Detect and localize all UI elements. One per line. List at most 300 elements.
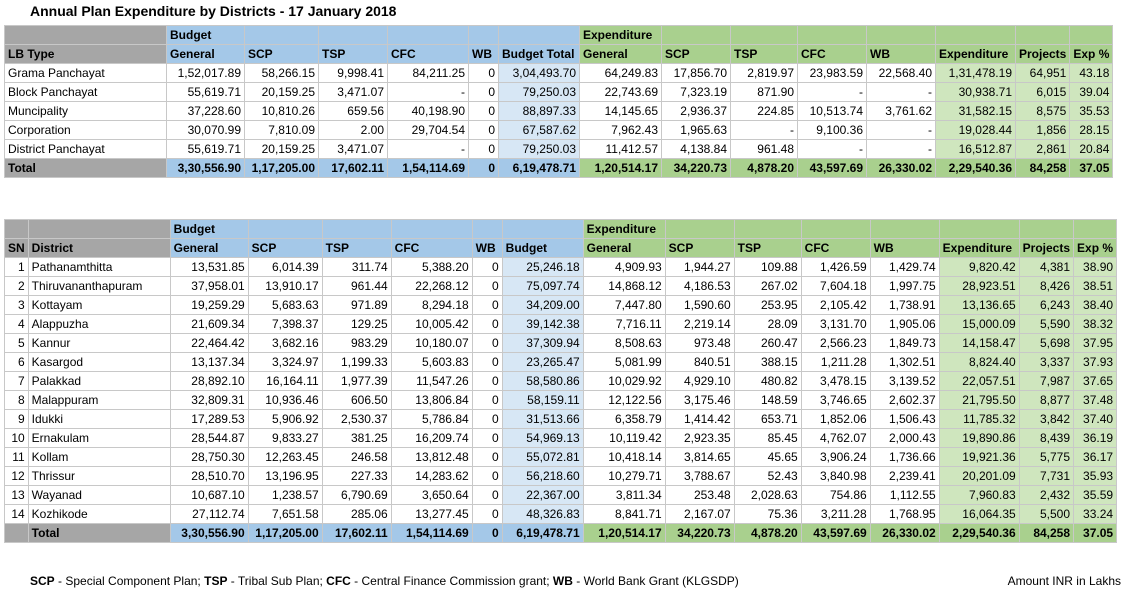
cfc-text: - Central Finance Commission grant; bbox=[350, 574, 553, 588]
column-header: SCP bbox=[245, 45, 319, 64]
table-cell: 20.84 bbox=[1070, 140, 1113, 159]
table-cell: 1,997.75 bbox=[870, 277, 939, 296]
table-cell: Muncipality bbox=[5, 102, 167, 121]
section-header-row bbox=[5, 26, 1113, 45]
table-cell: 1,849.73 bbox=[870, 334, 939, 353]
table-cell: 20,159.25 bbox=[245, 140, 319, 159]
table-cell: 3,131.70 bbox=[801, 315, 870, 334]
total-cell: 2,29,540.36 bbox=[939, 524, 1019, 543]
total-cell: 43,597.69 bbox=[801, 524, 870, 543]
table-cell: 3,471.07 bbox=[319, 140, 388, 159]
table-cell: 7,960.83 bbox=[939, 486, 1019, 505]
table-cell: 30,938.71 bbox=[936, 83, 1016, 102]
total-cell: 3,30,556.90 bbox=[170, 524, 248, 543]
table-cell: 10,029.92 bbox=[583, 372, 665, 391]
header-blank-cell bbox=[391, 220, 472, 239]
table-cell: 17,289.53 bbox=[170, 410, 248, 429]
table-cell: 3,175.46 bbox=[665, 391, 734, 410]
table-cell: Kasargod bbox=[28, 353, 170, 372]
table-cell: Pathanamthitta bbox=[28, 258, 170, 277]
table-cell: 5,500 bbox=[1019, 505, 1073, 524]
header-blank-cell bbox=[867, 26, 936, 45]
table-cell: 1,768.95 bbox=[870, 505, 939, 524]
column-header: Exp % bbox=[1070, 45, 1113, 64]
column-header: SCP bbox=[662, 45, 731, 64]
table-cell: 31,582.15 bbox=[936, 102, 1016, 121]
table-cell: 0 bbox=[472, 467, 502, 486]
table-cell: Thiruvananthapuram bbox=[28, 277, 170, 296]
column-header: TSP bbox=[322, 239, 391, 258]
table-cell: 5,775 bbox=[1019, 448, 1073, 467]
table-cell: Palakkad bbox=[28, 372, 170, 391]
table-cell: 961.48 bbox=[731, 140, 798, 159]
table-cell: 10,513.74 bbox=[798, 102, 867, 121]
table-cell: 5,603.83 bbox=[391, 353, 472, 372]
table-cell: Malappuram bbox=[28, 391, 170, 410]
table-cell: 37.93 bbox=[1074, 353, 1117, 372]
table-cell: 25,246.18 bbox=[502, 258, 583, 277]
table-cell: Alappuzha bbox=[28, 315, 170, 334]
table-cell: 39.04 bbox=[1070, 83, 1113, 102]
table-row bbox=[5, 277, 1117, 296]
header-blank-cell bbox=[322, 220, 391, 239]
table-cell: 2,819.97 bbox=[731, 64, 798, 83]
table-cell: 9,833.27 bbox=[248, 429, 322, 448]
table-cell: 88,897.33 bbox=[499, 102, 580, 121]
total-row bbox=[5, 524, 1117, 543]
total-cell: 1,20,514.17 bbox=[580, 159, 662, 178]
table-cell: 971.89 bbox=[322, 296, 391, 315]
table-cell: 37.48 bbox=[1074, 391, 1117, 410]
table-cell: 3,746.65 bbox=[801, 391, 870, 410]
table-cell: 19,028.44 bbox=[936, 121, 1016, 140]
table-cell: District Panchayat bbox=[5, 140, 167, 159]
table-cell: 2,219.14 bbox=[665, 315, 734, 334]
table-cell: 32,809.31 bbox=[170, 391, 248, 410]
header-blank-cell bbox=[1019, 220, 1073, 239]
table-cell: 13,812.48 bbox=[391, 448, 472, 467]
table-cell: 29,704.54 bbox=[388, 121, 469, 140]
column-header: Budget Total bbox=[499, 45, 580, 64]
table-cell: 7,323.19 bbox=[662, 83, 731, 102]
table-cell: 7,398.37 bbox=[248, 315, 322, 334]
table-cell: 28,892.10 bbox=[170, 372, 248, 391]
table-cell: 22,568.40 bbox=[867, 64, 936, 83]
total-cell: 0 bbox=[472, 524, 502, 543]
lb-type-table bbox=[4, 25, 1113, 178]
table-cell: 0 bbox=[472, 353, 502, 372]
table-cell: 85.45 bbox=[734, 429, 801, 448]
header-blank-cell bbox=[472, 220, 502, 239]
expenditure-section-label: Expenditure bbox=[583, 220, 665, 239]
column-header: General bbox=[583, 239, 665, 258]
table-cell: 14,145.65 bbox=[580, 102, 662, 121]
table-cell: 1,112.55 bbox=[870, 486, 939, 505]
table-cell: Idukki bbox=[28, 410, 170, 429]
header-blank-cell bbox=[1074, 220, 1117, 239]
total-cell: 34,220.73 bbox=[665, 524, 734, 543]
wb-text: - World Bank Grant (KLGSDP) bbox=[572, 574, 739, 588]
header-blank-cell bbox=[502, 220, 583, 239]
table-cell: 148.59 bbox=[734, 391, 801, 410]
table-cell: 28.09 bbox=[734, 315, 801, 334]
table-cell: 5,906.92 bbox=[248, 410, 322, 429]
column-header: SCP bbox=[665, 239, 734, 258]
table-cell: 64,951 bbox=[1016, 64, 1070, 83]
total-cell: 6,19,478.71 bbox=[499, 159, 580, 178]
table-cell: 1,852.06 bbox=[801, 410, 870, 429]
table-row bbox=[5, 140, 1113, 159]
table-cell: 55,072.81 bbox=[502, 448, 583, 467]
table-cell: 6,358.79 bbox=[583, 410, 665, 429]
table-cell: 2,028.63 bbox=[734, 486, 801, 505]
table-cell: 10 bbox=[5, 429, 29, 448]
table-cell: 28,544.87 bbox=[170, 429, 248, 448]
table-row bbox=[5, 83, 1113, 102]
table-cell: 2,923.35 bbox=[665, 429, 734, 448]
table-cell: 606.50 bbox=[322, 391, 391, 410]
table-cell: Corporation bbox=[5, 121, 167, 140]
table-cell: 871.90 bbox=[731, 83, 798, 102]
table-cell: 23,265.47 bbox=[502, 353, 583, 372]
table-cell: 22,268.12 bbox=[391, 277, 472, 296]
table-cell: 8,426 bbox=[1019, 277, 1073, 296]
table-cell: 973.48 bbox=[665, 334, 734, 353]
column-header: LB Type bbox=[5, 45, 167, 64]
header-blank-cell bbox=[1016, 26, 1070, 45]
table-cell: 0 bbox=[472, 391, 502, 410]
table-row bbox=[5, 391, 1117, 410]
table-cell: 28.15 bbox=[1070, 121, 1113, 140]
table-cell: 64,249.83 bbox=[580, 64, 662, 83]
tsp-text: - Tribal Sub Plan; bbox=[227, 574, 327, 588]
table-cell: 36.17 bbox=[1074, 448, 1117, 467]
table-cell: Kottayam bbox=[28, 296, 170, 315]
table-cell: 4 bbox=[5, 315, 29, 334]
table-cell: 2,432 bbox=[1019, 486, 1073, 505]
table-cell: 3,04,493.70 bbox=[499, 64, 580, 83]
table-cell: 23,983.59 bbox=[798, 64, 867, 83]
header-blank-cell bbox=[665, 220, 734, 239]
table-cell: 1,302.51 bbox=[870, 353, 939, 372]
column-header: WB bbox=[870, 239, 939, 258]
report-title: Annual Plan Expenditure by Districts - 17 January 2018 bbox=[30, 3, 397, 19]
table-cell: 36.19 bbox=[1074, 429, 1117, 448]
total-cell: 1,17,205.00 bbox=[248, 524, 322, 543]
table-row bbox=[5, 102, 1113, 121]
table-cell: 13 bbox=[5, 486, 29, 505]
table-cell: 13,196.95 bbox=[248, 467, 322, 486]
table-row bbox=[5, 121, 1113, 140]
table-cell: 38.90 bbox=[1074, 258, 1117, 277]
table-cell: 75.36 bbox=[734, 505, 801, 524]
table-cell: 37,228.60 bbox=[167, 102, 245, 121]
table-row bbox=[5, 486, 1117, 505]
tsp-abbr: TSP bbox=[204, 574, 228, 588]
table-cell: 1,429.74 bbox=[870, 258, 939, 277]
table-cell: 13,277.45 bbox=[391, 505, 472, 524]
table-cell: 253.95 bbox=[734, 296, 801, 315]
header-blank-cell bbox=[734, 220, 801, 239]
table-cell: 1 bbox=[5, 258, 29, 277]
table-cell: 2,530.37 bbox=[322, 410, 391, 429]
table-cell: 13,806.84 bbox=[391, 391, 472, 410]
table-cell: 35.93 bbox=[1074, 467, 1117, 486]
total-cell: 6,19,478.71 bbox=[502, 524, 583, 543]
table-cell: 6,790.69 bbox=[322, 486, 391, 505]
header-blank-cell bbox=[5, 220, 29, 239]
table-cell: 12,122.56 bbox=[583, 391, 665, 410]
scp-text: - Special Component Plan; bbox=[54, 574, 205, 588]
header-blank-cell bbox=[1070, 26, 1113, 45]
table-cell: 10,687.10 bbox=[170, 486, 248, 505]
table-cell: 0 bbox=[472, 277, 502, 296]
table-row bbox=[5, 353, 1117, 372]
table-cell: 3,842 bbox=[1019, 410, 1073, 429]
table-cell: 5 bbox=[5, 334, 29, 353]
table-cell: 11,785.32 bbox=[939, 410, 1019, 429]
table-cell: 227.33 bbox=[322, 467, 391, 486]
table-cell: - bbox=[798, 83, 867, 102]
table-cell: 40,198.90 bbox=[388, 102, 469, 121]
table-cell: 11,412.57 bbox=[580, 140, 662, 159]
table-cell: - bbox=[867, 83, 936, 102]
total-cell: 84,258 bbox=[1016, 159, 1070, 178]
total-cell: 84,258 bbox=[1019, 524, 1073, 543]
table-cell: 3,788.67 bbox=[665, 467, 734, 486]
table-cell: 0 bbox=[472, 334, 502, 353]
table-cell: 55,619.71 bbox=[167, 83, 245, 102]
total-cell: 1,54,114.69 bbox=[391, 524, 472, 543]
table-cell: 2,566.23 bbox=[801, 334, 870, 353]
table-cell: 8,877 bbox=[1019, 391, 1073, 410]
table-row bbox=[5, 505, 1117, 524]
table-cell: 38.40 bbox=[1074, 296, 1117, 315]
scp-abbr: SCP bbox=[30, 574, 55, 588]
table-cell: 3,682.16 bbox=[248, 334, 322, 353]
table-cell: 388.15 bbox=[734, 353, 801, 372]
total-cell: 34,220.73 bbox=[662, 159, 731, 178]
table-cell: 52.43 bbox=[734, 467, 801, 486]
table-cell: 10,180.07 bbox=[391, 334, 472, 353]
table-cell: 0 bbox=[469, 121, 499, 140]
table-cell: 754.86 bbox=[801, 486, 870, 505]
table-cell: 7,651.58 bbox=[248, 505, 322, 524]
table-cell: 8,294.18 bbox=[391, 296, 472, 315]
table-cell: Block Panchayat bbox=[5, 83, 167, 102]
table-cell: 56,218.60 bbox=[502, 467, 583, 486]
table-cell: 55,619.71 bbox=[167, 140, 245, 159]
header-blank-cell bbox=[499, 26, 580, 45]
table-cell: 2,239.41 bbox=[870, 467, 939, 486]
total-cell: 17,602.11 bbox=[322, 524, 391, 543]
total-cell: 2,29,540.36 bbox=[936, 159, 1016, 178]
table-cell: 5,786.84 bbox=[391, 410, 472, 429]
table-cell: 0 bbox=[472, 258, 502, 277]
table-cell: 253.48 bbox=[665, 486, 734, 505]
total-cell: 26,330.02 bbox=[870, 524, 939, 543]
table-cell: 38.32 bbox=[1074, 315, 1117, 334]
table-cell: 6,014.39 bbox=[248, 258, 322, 277]
table-cell: 22,367.00 bbox=[502, 486, 583, 505]
total-cell: 1,54,114.69 bbox=[388, 159, 469, 178]
table-cell: Kollam bbox=[28, 448, 170, 467]
table-cell: 3,139.52 bbox=[870, 372, 939, 391]
table-cell: 21,609.34 bbox=[170, 315, 248, 334]
table-cell: 1,31,478.19 bbox=[936, 64, 1016, 83]
table-cell: 653.71 bbox=[734, 410, 801, 429]
table-cell: 1,211.28 bbox=[801, 353, 870, 372]
district-table bbox=[4, 219, 1117, 543]
column-header: General bbox=[167, 45, 245, 64]
table-cell: 14,868.12 bbox=[583, 277, 665, 296]
total-row bbox=[5, 159, 1113, 178]
table-cell: 27,112.74 bbox=[170, 505, 248, 524]
table-cell: 1,738.91 bbox=[870, 296, 939, 315]
table-row bbox=[5, 467, 1117, 486]
table-cell: 16,064.35 bbox=[939, 505, 1019, 524]
column-header: TSP bbox=[734, 239, 801, 258]
column-header: TSP bbox=[319, 45, 388, 64]
table-row bbox=[5, 448, 1117, 467]
table-cell: 16,512.87 bbox=[936, 140, 1016, 159]
table-cell: 14,158.47 bbox=[939, 334, 1019, 353]
header-blank-cell bbox=[5, 26, 167, 45]
total-cell: 1,20,514.17 bbox=[583, 524, 665, 543]
table-cell: 1,590.60 bbox=[665, 296, 734, 315]
table-cell: 39,142.38 bbox=[502, 315, 583, 334]
table-cell: 3,650.64 bbox=[391, 486, 472, 505]
table-cell: 21,795.50 bbox=[939, 391, 1019, 410]
column-header: TSP bbox=[731, 45, 798, 64]
table-cell: 31,513.66 bbox=[502, 410, 583, 429]
table-cell: 3,840.98 bbox=[801, 467, 870, 486]
table-cell: 75,097.74 bbox=[502, 277, 583, 296]
table-cell: 0 bbox=[472, 505, 502, 524]
total-cell: 17,602.11 bbox=[319, 159, 388, 178]
table-cell: - bbox=[731, 121, 798, 140]
total-cell: 0 bbox=[469, 159, 499, 178]
table-cell: 38.51 bbox=[1074, 277, 1117, 296]
table-cell: 37.95 bbox=[1074, 334, 1117, 353]
table-cell: 246.58 bbox=[322, 448, 391, 467]
column-header: Expenditure bbox=[936, 45, 1016, 64]
table-cell: 4,929.10 bbox=[665, 372, 734, 391]
column-header: Expenditure bbox=[939, 239, 1019, 258]
column-header: CFC bbox=[388, 45, 469, 64]
table-cell: Kannur bbox=[28, 334, 170, 353]
column-header: Exp % bbox=[1074, 239, 1117, 258]
table-cell: 43.18 bbox=[1070, 64, 1113, 83]
table-cell: 0 bbox=[469, 102, 499, 121]
table-cell: 3,337 bbox=[1019, 353, 1073, 372]
table-cell: 58,159.11 bbox=[502, 391, 583, 410]
table-cell: 9,820.42 bbox=[939, 258, 1019, 277]
column-header: SCP bbox=[248, 239, 322, 258]
table-cell: 260.47 bbox=[734, 334, 801, 353]
table-cell: 13,136.65 bbox=[939, 296, 1019, 315]
table-cell: 9,998.41 bbox=[319, 64, 388, 83]
budget-section-label: Budget bbox=[170, 220, 248, 239]
table-cell: 983.29 bbox=[322, 334, 391, 353]
column-header: WB bbox=[867, 45, 936, 64]
column-header: Projects bbox=[1019, 239, 1073, 258]
table-cell: 22,057.51 bbox=[939, 372, 1019, 391]
table-cell: 13,531.85 bbox=[170, 258, 248, 277]
column-header: WB bbox=[469, 45, 499, 64]
section-header-row bbox=[5, 220, 1117, 239]
table-cell: 381.25 bbox=[322, 429, 391, 448]
table-cell: 0 bbox=[472, 372, 502, 391]
table-cell: 1,965.63 bbox=[662, 121, 731, 140]
unit-note: Amount INR in Lakhs bbox=[1007, 574, 1121, 588]
table-cell: 79,250.03 bbox=[499, 140, 580, 159]
table-cell: 480.82 bbox=[734, 372, 801, 391]
table-cell: 37,309.94 bbox=[502, 334, 583, 353]
column-header: SN bbox=[5, 239, 29, 258]
table-cell: 9,100.36 bbox=[798, 121, 867, 140]
header-blank-cell bbox=[248, 220, 322, 239]
table-cell: 2,861 bbox=[1016, 140, 1070, 159]
expenditure-section-label: Expenditure bbox=[580, 26, 662, 45]
table-cell: 4,909.93 bbox=[583, 258, 665, 277]
table-cell: 7,604.18 bbox=[801, 277, 870, 296]
table-cell: 3,811.34 bbox=[583, 486, 665, 505]
table-cell: 224.85 bbox=[731, 102, 798, 121]
table-cell: 311.74 bbox=[322, 258, 391, 277]
header-blank-cell bbox=[939, 220, 1019, 239]
table-cell: 1,426.59 bbox=[801, 258, 870, 277]
table-cell: 4,186.53 bbox=[665, 277, 734, 296]
table-cell: 8,841.71 bbox=[583, 505, 665, 524]
header-blank-cell bbox=[798, 26, 867, 45]
total-cell: 26,330.02 bbox=[867, 159, 936, 178]
table-cell: 267.02 bbox=[734, 277, 801, 296]
table-cell: 13,137.34 bbox=[170, 353, 248, 372]
table-cell: - bbox=[388, 140, 469, 159]
table-cell: 35.53 bbox=[1070, 102, 1113, 121]
table-row bbox=[5, 64, 1113, 83]
table-cell: 5,590 bbox=[1019, 315, 1073, 334]
header-blank-cell bbox=[801, 220, 870, 239]
table-cell: 3,814.65 bbox=[665, 448, 734, 467]
column-header: Projects bbox=[1016, 45, 1070, 64]
table-cell: 19,890.86 bbox=[939, 429, 1019, 448]
header-blank-cell bbox=[319, 26, 388, 45]
total-cell: 4,878.20 bbox=[731, 159, 798, 178]
table-cell: 8,508.63 bbox=[583, 334, 665, 353]
table-cell: - bbox=[867, 140, 936, 159]
column-header: General bbox=[580, 45, 662, 64]
table-cell: 79,250.03 bbox=[499, 83, 580, 102]
table-cell: 37,958.01 bbox=[170, 277, 248, 296]
table-cell: 3 bbox=[5, 296, 29, 315]
total-cell: Total bbox=[28, 524, 170, 543]
table-cell: 4,138.84 bbox=[662, 140, 731, 159]
table-cell: 0 bbox=[469, 140, 499, 159]
table-cell: 2,936.37 bbox=[662, 102, 731, 121]
table-cell: 30,070.99 bbox=[167, 121, 245, 140]
table-cell: 6,015 bbox=[1016, 83, 1070, 102]
table-cell: 1,856 bbox=[1016, 121, 1070, 140]
table-cell: 67,587.62 bbox=[499, 121, 580, 140]
table-cell: 19,259.29 bbox=[170, 296, 248, 315]
column-header: District bbox=[28, 239, 170, 258]
table-cell: 6,243 bbox=[1019, 296, 1073, 315]
table-cell: 58,580.86 bbox=[502, 372, 583, 391]
table-cell: 12 bbox=[5, 467, 29, 486]
column-header: CFC bbox=[801, 239, 870, 258]
